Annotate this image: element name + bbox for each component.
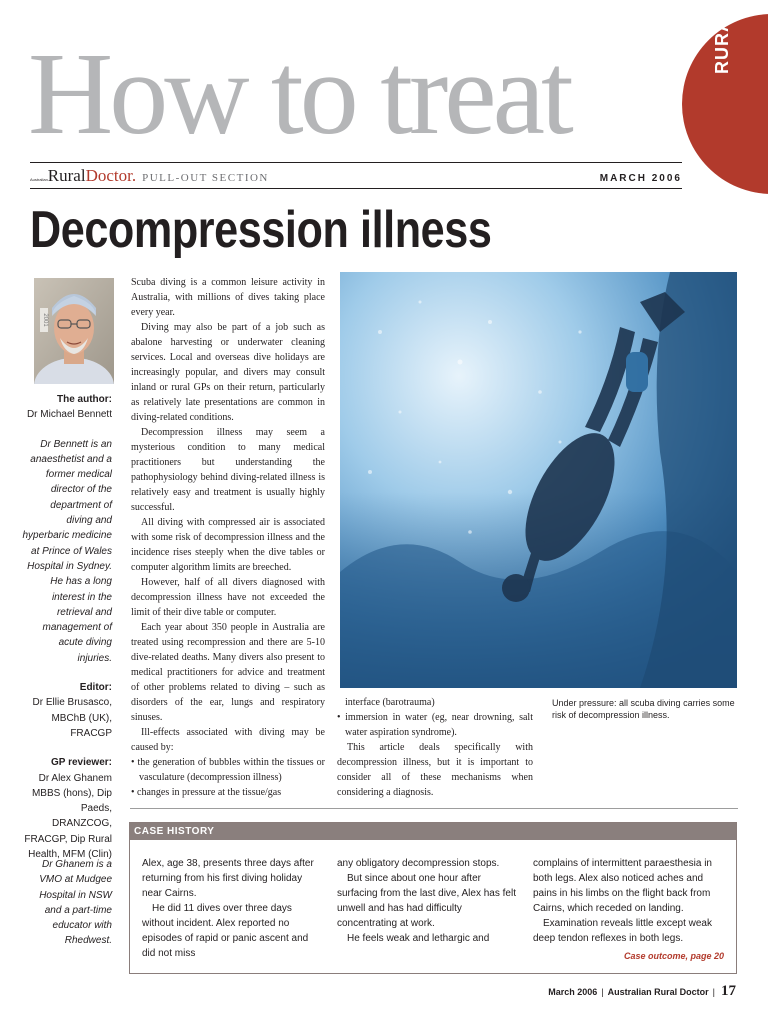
case-paragraph: But since about one hour after surfacing from the last dive, Alex has felt unwell and has had difficulty concentrating at work. (337, 873, 516, 929)
divider (30, 162, 682, 163)
brand-rural: Rural (47, 166, 86, 185)
masthead-title: How to treat (28, 28, 570, 159)
case-paragraph: any obligatory decompression stops. (337, 858, 500, 869)
reviewer-bio: Dr Ghanem is a VMO at Mudgee Hospital in NSW and a part-time educator with Rhedwest. (39, 859, 112, 947)
divider (130, 808, 738, 809)
footer-date: March 2006 (548, 987, 598, 997)
body-paragraph: Ill-effects associated with diving may be caused by: (131, 727, 325, 753)
case-paragraph: complains of intermittent paraesthesia in both legs. Alex also noticed aches and pains in his limbs on the flight back from Cairns, which receded on landing. (533, 858, 712, 914)
body-column-1 (131, 275, 325, 800)
case-paragraph: He feels weak and lethargic and (347, 933, 490, 944)
issue-date: MARCH 2006 (599, 173, 682, 184)
figure-caption: Under pressure: all scuba diving carries some risk of decompression illness. (552, 698, 735, 720)
list-item: • immersion in water (eg, near drowning, salt water aspiration syndrome). (337, 710, 533, 740)
body-paragraph: Each year about 350 people in Australia are treated using recompression and there are 5-10 dive-related deaths. Many divers also present to medical practitioners for advice and treatment of other problems related to diving – such as disorders of the ear, lungs and respiratory sinuses. (131, 622, 325, 723)
brand-doctor: Doctor. (85, 166, 137, 185)
editor-name: Dr Ellie Brusasco, MBChB (UK), FRACGP (32, 697, 112, 739)
brand-row (30, 166, 682, 186)
author-name: Dr Michael Bennett (26, 409, 112, 421)
list-item-continuation: interface (barotrauma) (345, 697, 435, 708)
case-paragraph: Examination reveals little except weak deep tendon reflexes in both legs. (533, 918, 712, 944)
author-bio: Dr Bennett is an anaesthetist and a former medical director of the department of diving and hyperbaric medicine at Prince of Wales Hospital in Sydney. He has a long interest in the retrieval and management of acute diving injuries. (22, 438, 112, 664)
diver-photo (340, 272, 737, 688)
cause-list-continued (337, 710, 533, 740)
body-column-2 (337, 695, 533, 800)
footer-separator: | (601, 987, 604, 997)
case-paragraph: Alex, age 38, presents three days after returning from his first diving holiday near Cairns. (142, 858, 314, 899)
case-paragraph: He did 11 dives over three days without incident. Alex reported no episodes of rapid or panic ascent and did not miss (142, 903, 309, 959)
case-column-2 (337, 856, 519, 946)
section-tab-label: RURAL (712, 6, 732, 74)
case-outcome-link[interactable]: Case outcome, page 20 (623, 951, 724, 961)
reviewer-name: Dr Alex Ghanem MBBS (hons), Dip Paeds, DRANZCOG, FRACGP, Dip Rural Health, MFM (Clin) (24, 772, 112, 861)
list-item: • changes in pressure at the tissue/gas (131, 785, 325, 800)
brand-small-text: Australian (30, 177, 48, 182)
photo-badge-text: 2001 (42, 313, 48, 327)
reviewer-label: GP reviewer: (51, 757, 112, 769)
body-paragraph: Diving may also be part of a job such as abalone harvesting or underwater cleaning services. Local and overseas dive holidays are increasingly popular, and divers may consult inland or rural GPs on their return, particularly as relatively late presentations are common in diving-related conditions. (131, 322, 325, 423)
section-tab (682, 6, 768, 194)
case-history-title: CASE HISTORY (130, 823, 736, 840)
divider (30, 188, 682, 189)
author-portrait-icon (34, 278, 114, 384)
cause-list (131, 755, 325, 800)
article-headline: Decompression illness (30, 201, 492, 259)
footer-publication: Australian Rural Doctor (607, 987, 709, 997)
body-paragraph: However, half of all divers diagnosed with decompression illness have not exceeded the limit of their dive table or computer. (131, 577, 325, 618)
list-item: • the generation of bubbles within the tissues or vasculature (decompression illness) (131, 755, 325, 785)
case-column-3 (533, 856, 715, 946)
author-label: The author: (57, 394, 112, 405)
body-paragraph: This article deals specifically with decompression illness, but it is important to consider all of these mechanisms when considering a diagnosis. (337, 742, 533, 798)
body-paragraph: All diving with compressed air is associated with some risk of decompression illness and the incidence rises steeply when the dive tables or computer algorithm limits are breeched. (131, 517, 325, 573)
body-paragraph: Decompression illness may seem a mysterious condition to many medical practitioners but understanding the pathophysiology behind diving-related illness is relatively easy and treatment is usually highly successful. (131, 427, 325, 513)
author-portrait-image (34, 278, 114, 384)
page-footer (548, 983, 736, 1000)
scuba-diver-icon (340, 272, 737, 688)
case-history-box (129, 822, 737, 974)
editor-label: Editor: (79, 682, 112, 694)
page-number: 17 (721, 983, 736, 999)
author-sidebar (22, 392, 112, 862)
footer-separator: | (712, 987, 715, 997)
pullout-label: PULL-OUT SECTION (142, 172, 269, 184)
case-column-1 (142, 856, 324, 961)
body-paragraph: Scuba diving is a common leisure activity in Australia, with millions of dives taking place every year. (131, 277, 325, 318)
